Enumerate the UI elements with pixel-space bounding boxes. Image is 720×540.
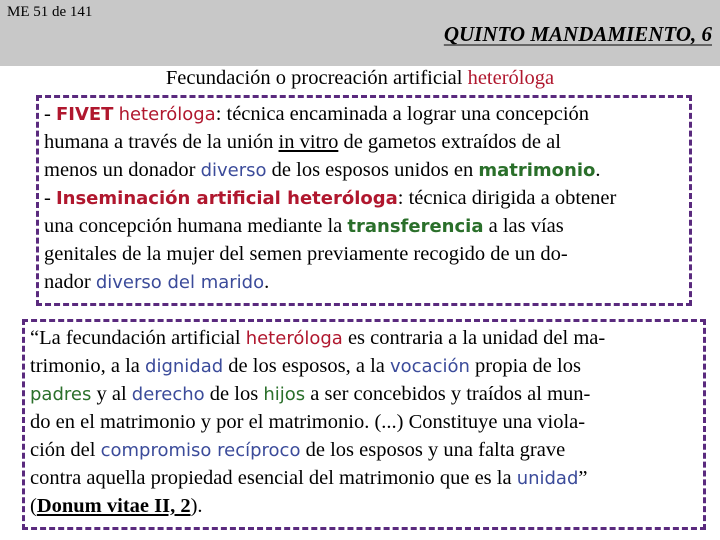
box2-line-3 [30,382,590,407]
term-heterologa: heteróloga [118,104,216,125]
slide-title: QUINTO MANDAMIENTO, 6 [443,22,712,46]
term-inseminacion: Inseminación artificial heteróloga [55,188,398,209]
reference-link[interactable]: Donum vitae II, 2 [36,495,191,517]
box1-line-6 [44,242,568,266]
box1-line-7 [44,270,269,295]
text: de los esposos unidos en [266,159,479,181]
box2-line-4 [30,410,585,434]
text: ( [30,495,37,517]
term-diverso: diverso [200,160,267,181]
text: ” [578,467,588,489]
term-compromiso-reciproco: compromiso recíproco [100,440,301,461]
box1-line-3 [44,158,601,183]
box2-line-6 [30,466,588,491]
slide-header [0,0,720,66]
text: nador [44,271,96,293]
text: de los esposos y una falta grave [300,439,566,461]
term-heterologa: heteróloga [245,328,343,349]
term-transferencia: transferencia [347,216,484,237]
box2-line-7 [30,494,203,518]
text: a las vías [483,215,564,237]
text: ). [190,495,203,517]
term-vocacion: vocación [390,356,470,377]
box1-line-2 [44,130,561,154]
text: a ser concebidos y traídos al mun- [305,383,591,405]
text: menos un donador [44,159,201,181]
text: de los esposos, a la [223,355,390,377]
text: . [595,159,601,181]
text: genitales de la mujer del semen previamente recogido de un do- [44,243,568,265]
text: propia de los [469,355,581,377]
text: humana a través de la unión [44,131,279,153]
box2-line-5 [30,438,565,463]
dash: - [44,103,56,125]
term-in-vitro: in vitro [278,131,339,153]
text: . [264,271,270,293]
box1-line-1 [44,102,589,127]
term-diverso-del-marido: diverso del marido [95,272,265,293]
text: y al [91,383,132,405]
section-subtitle [0,66,720,90]
text: : técnica dirigida a obtener [397,187,617,209]
term-unidad: unidad [516,468,579,489]
term-hijos: hijos [263,384,306,405]
text: : técnica encaminada a lograr una concepción [215,103,590,125]
term-dignidad: dignidad [145,356,224,377]
term-matrimonio: matrimonio [478,160,596,181]
term-derecho: derecho [131,384,205,405]
text: “La fecundación artificial [30,327,246,349]
dash: - [44,187,56,209]
box2-line-2 [30,354,581,379]
slide-counter: ME 51 de 141 [7,4,93,20]
term-fivet: FIVET [55,104,114,125]
box2-line-1 [30,326,605,351]
subtitle-text: Fecundación o procreación artificial [165,67,468,89]
text: ción del [30,439,101,461]
text: contra aquella propiedad esencial del matrimonio que es la [30,467,517,489]
term-padres: padres [30,384,92,405]
text: una concepción humana mediante la [44,215,348,237]
text: es contraria a la unidad del ma- [342,327,606,349]
text: do en el matrimonio y por el matrimonio. (...) Constituye una viola- [30,411,586,433]
box1-line-5 [44,214,564,239]
text: trimonio, a la [30,355,146,377]
subtitle-highlight: heteróloga [467,67,555,89]
text: de los [204,383,264,405]
box1-line-4 [44,186,616,211]
text: de gametos extraídos de al [338,131,561,153]
